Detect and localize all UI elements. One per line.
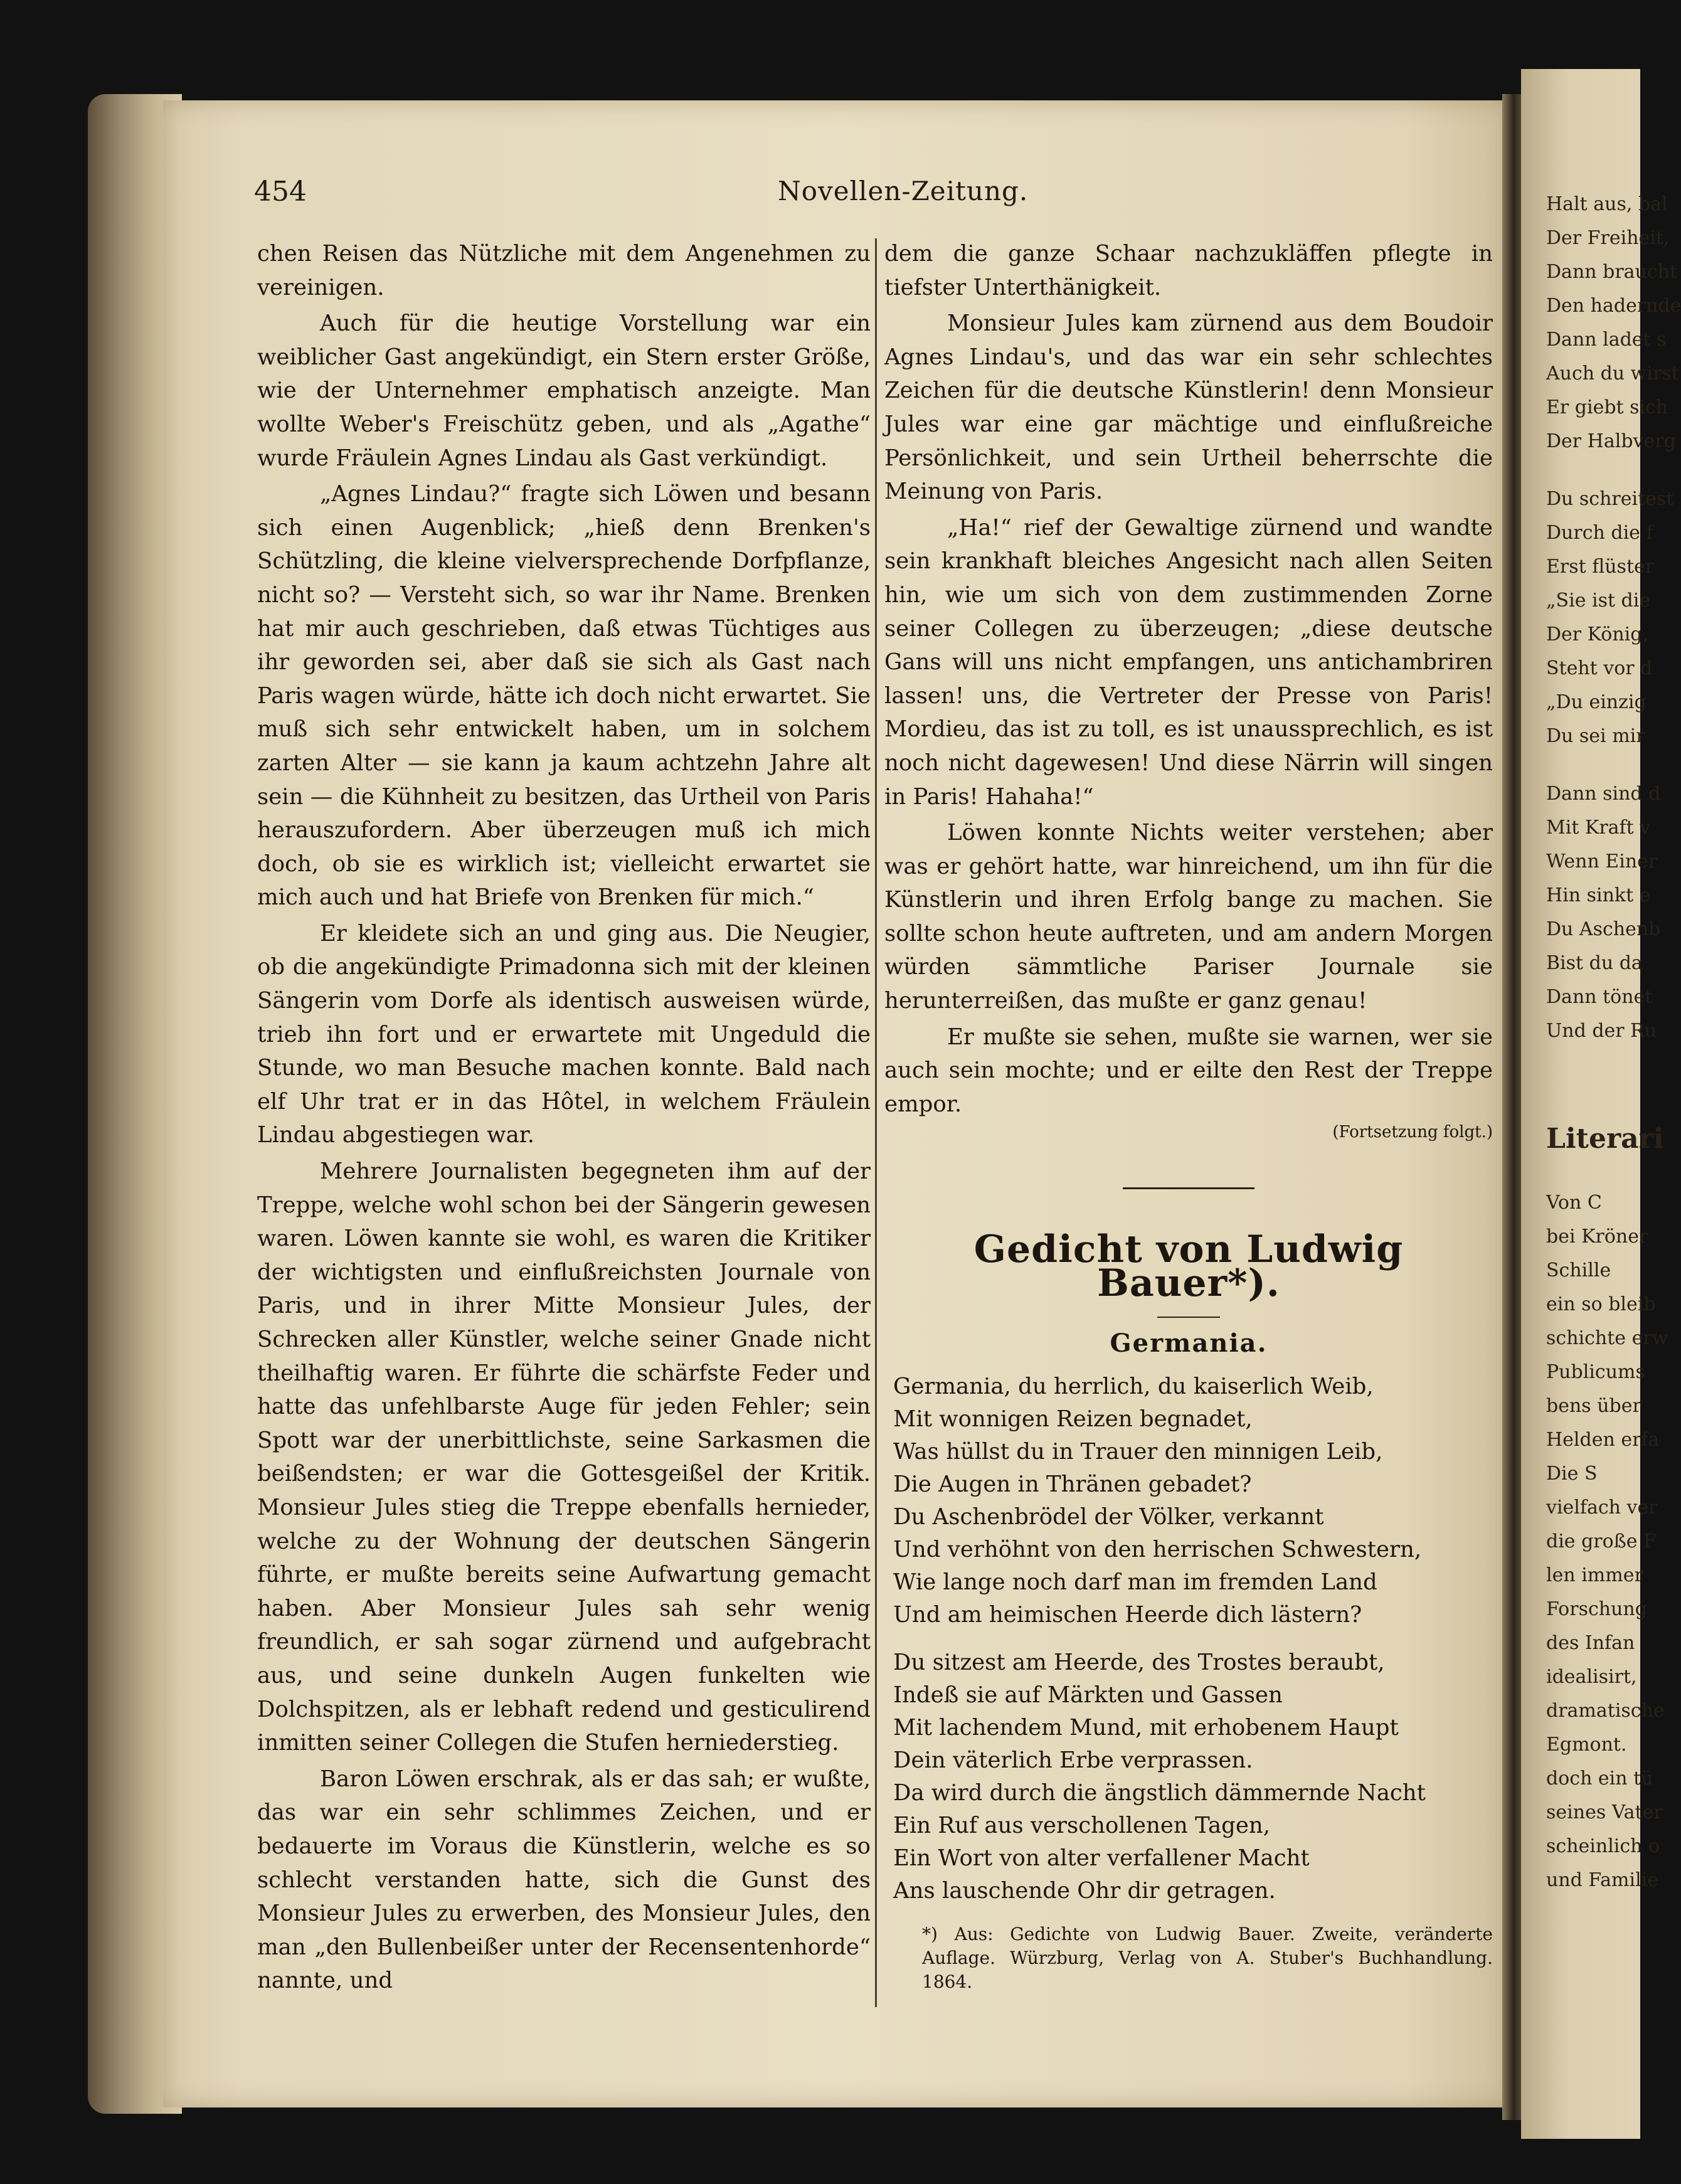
poem-line: Du sitzest am Heerde, des Trostes beraubt, <box>893 1649 1385 1675</box>
next-page-line: Mit Kraft v <box>1546 817 1651 839</box>
paragraph: dem die ganze Schaar nachzukläffen pflegte in tiefster Unterthänigkeit. <box>884 241 1493 300</box>
poem-line: Ein Ruf aus verschollenen Tagen, <box>893 1812 1271 1838</box>
poem-line: Dein väterlich Erbe verprassen. <box>893 1747 1253 1773</box>
paragraph: Mehrere Journalisten begegneten ihm auf der Treppe, welche wohl schon bei der Sängerin gewesen waren. Löwen kannte sie wohl, es waren die Kritiker der wichtigsten und einflußreichsten Journale von Paris, und in ihrer Mitte Monsieur Jules, der Schrecken aller Künstler, welche seiner Gnade nicht theilhaftig waren. Er führte die schärfste Feder und hatte das unfehlbarste Auge für jeden Fehler; sein Spott war der unerbittlichste, seine Sarkasmen die beißendsten; er war die Gottesgeißel der Kritik. Monsieur Jules stieg die Treppe ebenfalls hernieder, welche zu der Wohnung der deutschen Sängerin führte, er mußte bereits seine Aufwartung gemacht haben. Aber Monsieur Jules sah sehr wenig freundlich, er sah sogar zürnend und aufgebracht aus, und seine dunkeln Augen funkelten wie Dolchspitzen, als er lebhaft redend und gesticulirend inmitten seiner Collegen die Stufen herniederstieg. <box>257 1158 871 1756</box>
poem-line: Germania, du herrlich, du kaiserlich Weib, <box>893 1373 1374 1399</box>
paragraph: Löwen konnte Nichts weiter verstehen; aber was er gehört hatte, war hinreichend, um ihn für die Künstlerin und ihren Erfolg bange zu machen. Sie sollte schon heute auftreten, und am andern Morgen würden sämmtliche Pariser Journale sie herunterreißen, das mußte er ganz genau! <box>884 820 1493 1014</box>
next-page-line: die große F <box>1546 1530 1657 1552</box>
paragraph: „Agnes Lindau?“ fragte sich Löwen und besann sich einen Augenblick; „hieß denn Brenken's Schützling, die kleine vielversprechende Dorfpflanze, nicht so? — Versteht sich, so war ihr Name. Brenken hat mir auch geschrieben, daß etwas Tüchtiges aus ihr geworden sei, aber daß sie sich als Gast nach Paris wagen würde, hätte ich doch nicht erwartet. Sie muß sich sehr entwickelt haben, um in solchem zarten Alter — sie kann ja kaum achtzehn Jahre alt sein — die Kühnheit zu besitzen, das Urtheil von Paris herauszufordern. Aber überzeugen muß ich mich doch, ob sie es wirklich ist; vielleicht erwartet sie mich auch und hat Briefe von Brenken für mich.“ <box>257 481 871 911</box>
title-rule <box>1157 1317 1220 1318</box>
poem-line: Da wird durch die ängstlich dämmernde Nacht <box>893 1779 1426 1806</box>
poem-line: Ein Wort von alter verfallener Macht <box>893 1845 1310 1871</box>
next-page-line: Die S <box>1546 1463 1598 1485</box>
next-page-line: ein so bleib <box>1546 1293 1656 1315</box>
next-page-line: Wenn Einer <box>1546 851 1658 872</box>
next-page-line: Den hadernde <box>1546 295 1681 317</box>
next-page-line: Auch du wirst <box>1546 363 1679 384</box>
paragraph: Er mußte sie sehen, mußte sie warnen, wer sie auch sein mochte; und er eilte den Rest der Treppe empor. <box>884 1024 1493 1117</box>
next-page-line: scheinlich o <box>1546 1835 1660 1857</box>
next-page-line: Du schreitest <box>1546 488 1674 510</box>
poem-stanza <box>893 1370 1493 1631</box>
paragraph: Baron Löwen erschrak, als er das sah; er wußte, das war ein sehr schlimmes Zeichen, und er bedauerte im Voraus die Künstlerin, welche es so schlecht verstanden hatte, sich die Gunst des Monsieur Jules zu erwerben, des Monsieur Jules, den man „den Bullenbeißer unter der Recensentenhorde“ nannte, und <box>257 1766 871 1994</box>
next-page-line: Dann tönet <box>1546 986 1653 1008</box>
column-divider <box>875 238 877 2007</box>
poem-line: Was hüllst du in Trauer den minnigen Leib, <box>893 1438 1383 1465</box>
next-page-line: Bist du da <box>1546 952 1643 974</box>
next-page-line: des Infan <box>1546 1632 1635 1654</box>
next-page-line: seines Vater <box>1546 1801 1663 1823</box>
next-page-line: Schille <box>1546 1259 1611 1281</box>
next-page-line: len immer <box>1546 1564 1643 1586</box>
next-page-line: Hin sinkt e <box>1546 884 1651 906</box>
next-page-line: vielfach ver <box>1546 1497 1658 1519</box>
next-page-line: Von C <box>1546 1192 1602 1214</box>
paragraph: Monsieur Jules kam zürnend aus dem Boudoir Agnes Lindau's, und das war ein sehr schlechtes Zeichen für die deutsche Künstlerin! denn Monsieur Jules war eine gar mächtige und einflußreiche Persönlichkeit, und sein Urtheil beherrschte die Meinung von Paris. <box>884 310 1493 505</box>
next-page-line: bei Kröner <box>1546 1226 1648 1248</box>
next-page-line: Durch die f <box>1546 522 1653 544</box>
poem-line: Indeß sie auf Märkten und Gassen <box>893 1682 1283 1708</box>
next-page-line: schichte erw <box>1546 1327 1668 1349</box>
paragraph: chen Reisen das Nützliche mit dem Angenehmen zu vereinigen. <box>257 241 871 300</box>
next-page-fragments <box>1546 188 1681 1898</box>
right-column <box>884 237 1493 1996</box>
next-page-line: Dann braucht <box>1546 261 1678 283</box>
next-page-line: Egmont. <box>1546 1734 1627 1756</box>
next-page-line: Dann ladet s <box>1546 329 1667 351</box>
next-page-line: Publicums <box>1546 1361 1645 1383</box>
next-page-line: Und der Ru <box>1546 1020 1657 1042</box>
next-page-line: doch ein tü <box>1546 1768 1653 1789</box>
poem-stanza <box>893 1646 1493 1907</box>
poem-title: Gedicht von Ludwig Bauer*). <box>973 1227 1404 1305</box>
next-page-line: Forschung <box>1546 1598 1647 1620</box>
poem-line: Du Aschenbrödel der Völker, verkannt <box>893 1503 1324 1530</box>
journal-title: Novellen-Zeitung. <box>778 176 1029 206</box>
next-page-line: Der König, <box>1546 623 1649 645</box>
poem-line: Mit wonnigen Reizen begnadet, <box>893 1406 1253 1432</box>
next-page-line: Steht vor d <box>1546 657 1653 679</box>
next-page-line: Helden erfa <box>1546 1429 1660 1451</box>
footnote: *) Aus: Gedichte von Ludwig Bauer. Zweite, veränderte Auflage. Würzburg, Verlag von A. Stuber's Buchhandlung. 1864. <box>922 1923 1493 1992</box>
next-page-line: Erst flüster <box>1546 556 1655 578</box>
next-page-line: dramatische <box>1546 1700 1665 1722</box>
poem-line: Und verhöhnt von den herrischen Schwestern, <box>893 1536 1422 1562</box>
poem-subtitle: Germania. <box>1110 1328 1268 1359</box>
next-page-line: Halt aus, bal <box>1546 193 1668 215</box>
next-page-line: Der Freiheit, <box>1546 227 1670 249</box>
next-page-line: „Du einzig <box>1546 691 1647 713</box>
paragraph: Er kleidete sich an und ging aus. Die Neugier, ob die angekündigte Primadonna sich mit der kleinen Sängerin vom Dorfe als identisch ausweisen würde, trieb ihn fort und er erwartete mit Ungeduld die Stunde, wo man Besuche machen konnte. Bald nach elf Uhr trat er in das Hôtel, in welchem Fräulein Lindau abgestiegen war. <box>257 920 871 1148</box>
running-head <box>0 176 1640 213</box>
next-page-line: und Familie <box>1546 1869 1659 1891</box>
paragraph: Auch für die heutige Vorstellung war ein weiblicher Gast angekündigt, ein Stern erster Größe, wie der Unternehmer emphatisch anzeigte. Man wollte Weber's Freischütz geben, und als „Agathe“ wurde Fräulein Agnes Lindau als Gast verkündigt. <box>257 310 871 471</box>
poem-line: Mit lachendem Mund, mit erhobenem Haupt <box>893 1714 1399 1741</box>
paragraph: „Ha!“ rief der Gewaltige zürnend und wandte sein krankhaft bleiches Angesicht nach allen Seiten hin, wie um sich von dem zustimmenden Zorne seiner Collegen zu überzeugen; „diese deutsche Gans will uns nicht empfangen, uns antichambriren lassen! uns, die Vertreter der Presse von Paris! Mordieu, das ist zu toll, es ist unaussprechlich, es ist noch nicht dagewesen! Und diese Närrin will singen in Paris! Hahaha!“ <box>884 514 1493 810</box>
next-page-line: Der Halbverg <box>1546 430 1676 452</box>
continuation-note: (Fortsetzung folgt.) <box>1332 1123 1493 1142</box>
next-page-line: bens über <box>1546 1395 1641 1417</box>
next-page-line: Du Aschenb <box>1546 918 1661 940</box>
next-page-line: idealisirt, <box>1546 1666 1637 1688</box>
next-page-line: Er giebt sich <box>1546 396 1668 418</box>
poem-line: Die Augen in Thränen gebadet? <box>893 1471 1252 1497</box>
next-page-heading: Literari <box>1546 1123 1664 1155</box>
page-number: 454 <box>254 176 307 208</box>
left-column <box>257 237 871 2000</box>
poem-line: Und am heimischen Heerde dich lästern? <box>893 1601 1362 1628</box>
next-page-strip <box>1521 69 1681 2139</box>
poem-line: Wie lange noch darf man im fremden Land <box>893 1569 1377 1595</box>
section-divider <box>1123 1187 1254 1189</box>
poem-line: Ans lauschende Ohr dir getragen. <box>893 1877 1276 1904</box>
next-page-line: „Sie ist die <box>1546 590 1651 612</box>
next-page-line: Dann sind d <box>1546 783 1661 805</box>
next-page-line: Du sei mir <box>1546 725 1645 747</box>
